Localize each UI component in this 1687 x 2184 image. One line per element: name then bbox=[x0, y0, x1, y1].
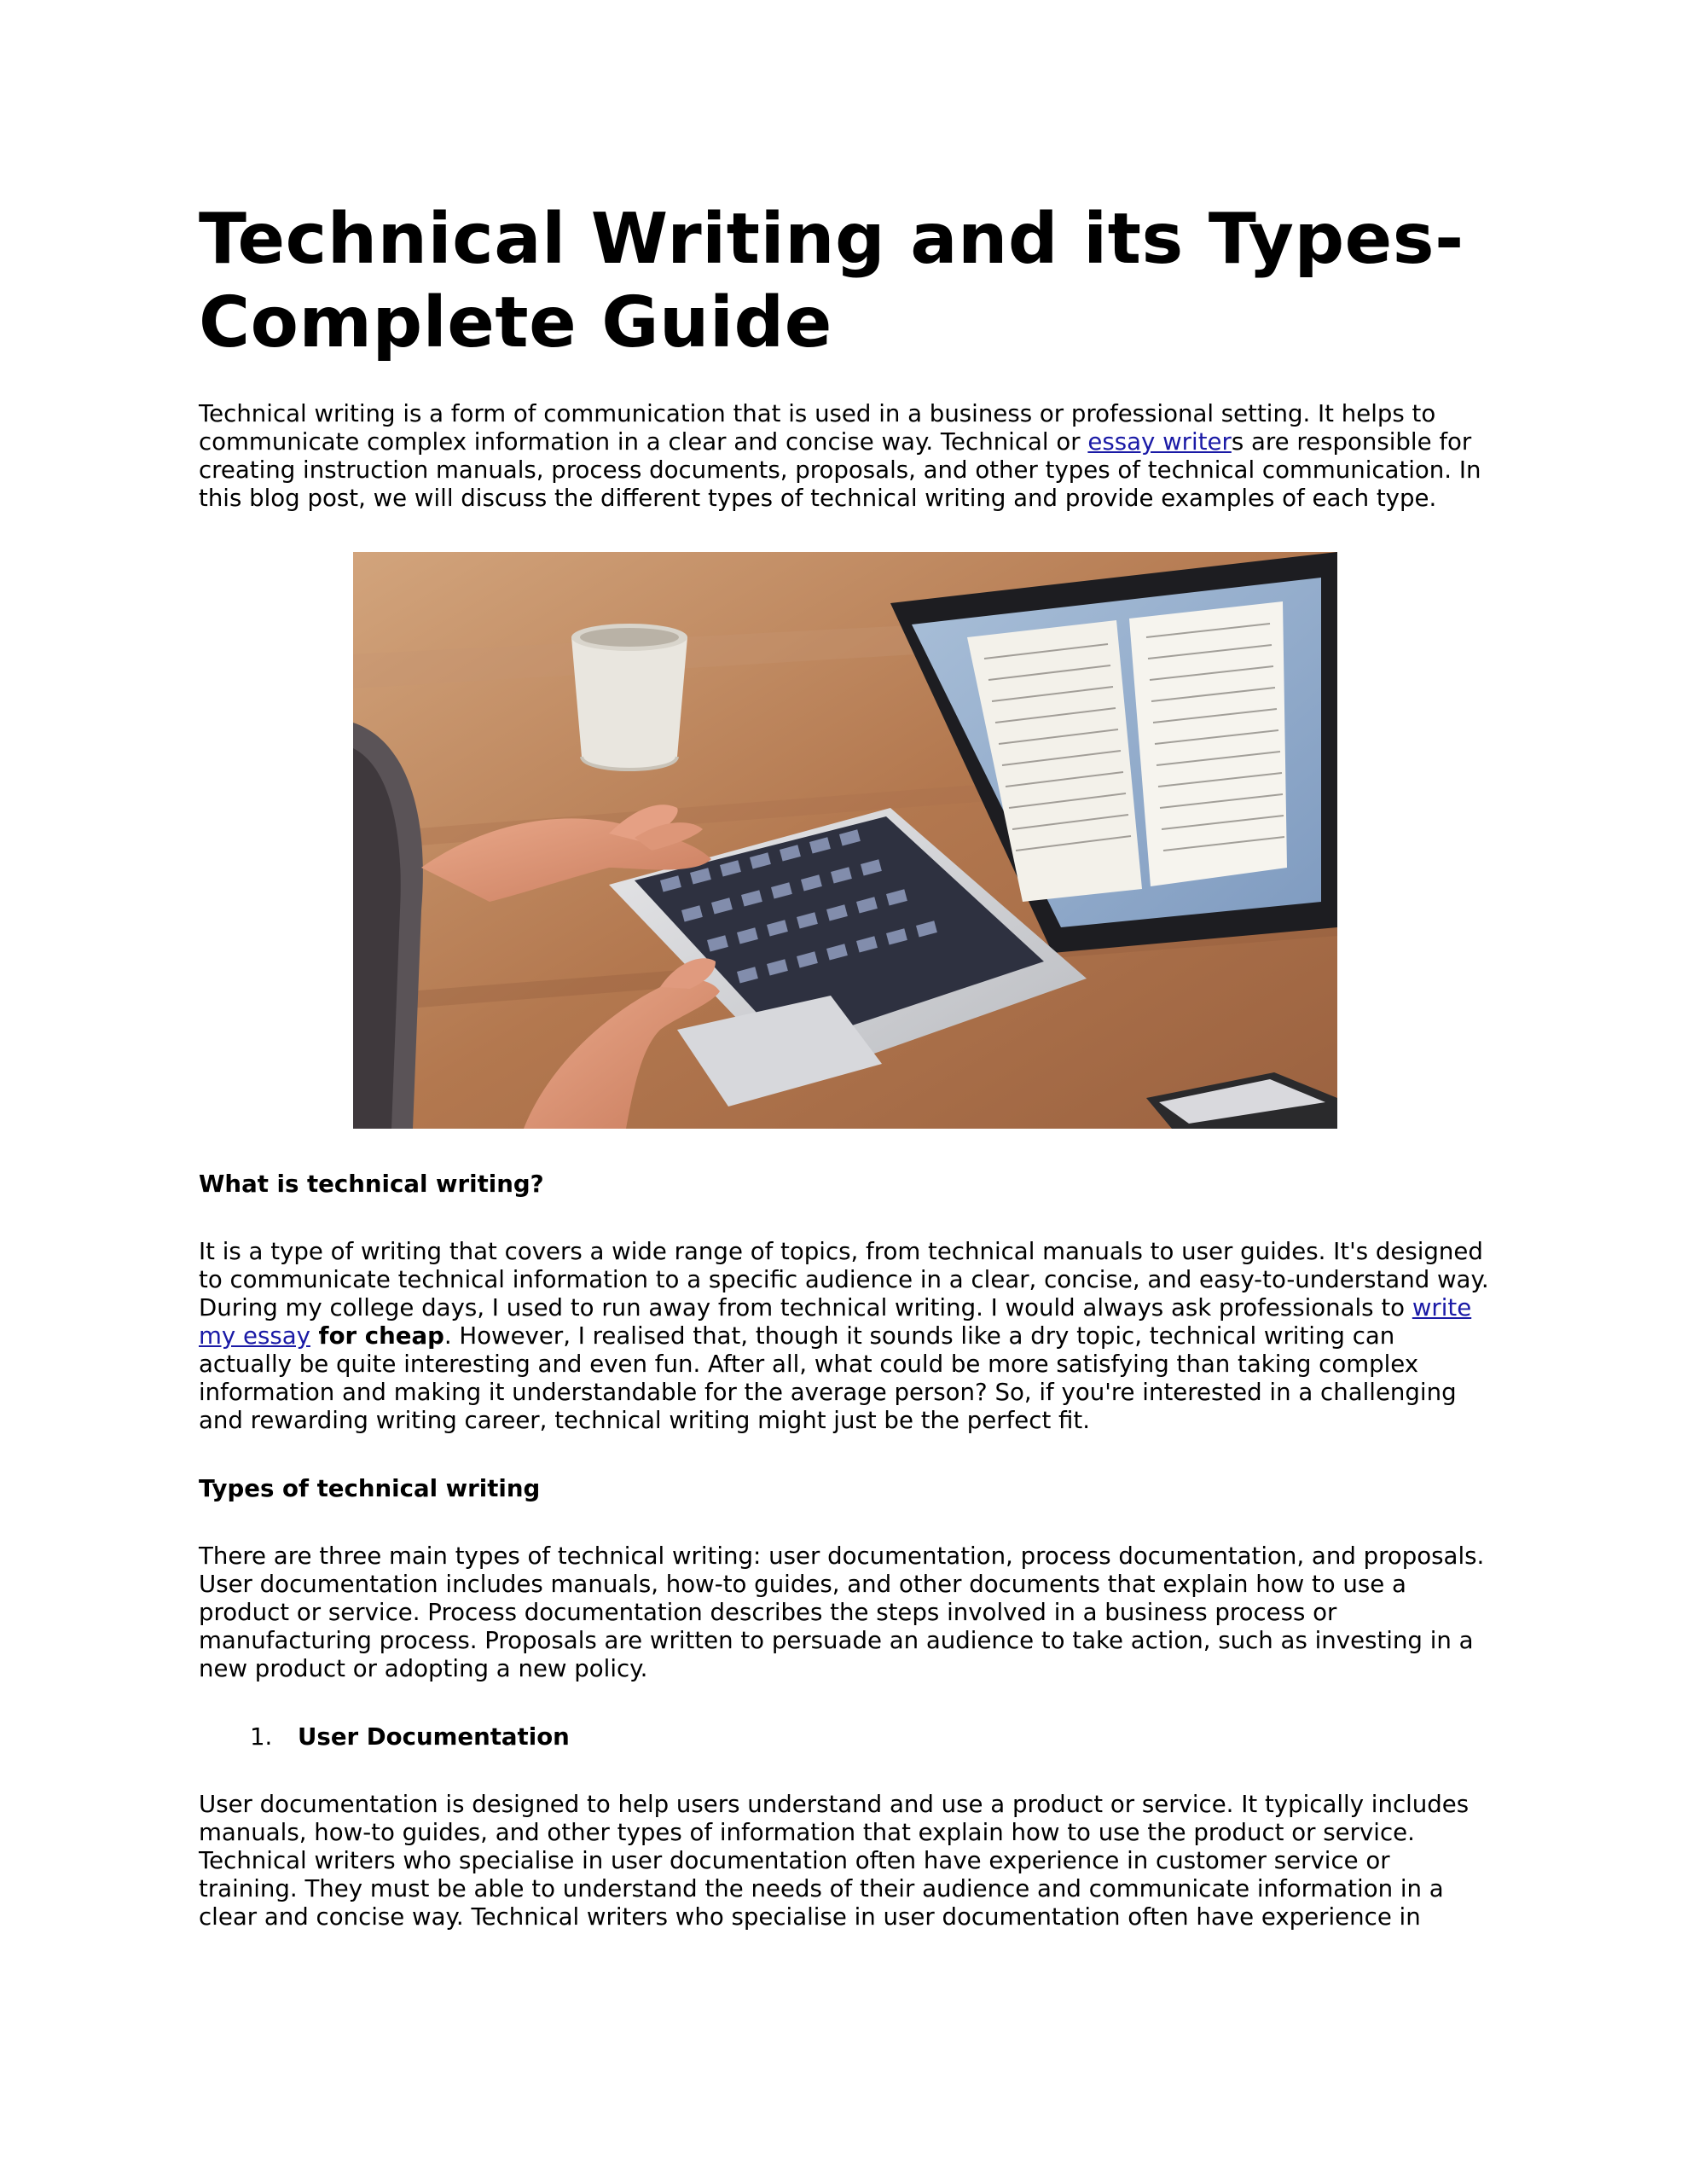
section2-paragraph: There are three main types of technical writing: user documentation, process documentation, and proposals. User documentation includes manuals, how-to guides, and other documents that explain how to use a product or service. Process documentation describes the steps involved in a business process or manufacturing process. Proposals are written to persuade an audience to take action, such as investing in a new product or adopting a new policy. bbox=[199, 1542, 1485, 1682]
write-my-essay-link[interactable]: write my essay bbox=[199, 1293, 1472, 1350]
laptop-photo bbox=[353, 552, 1337, 1129]
for-cheap-bold: for cheap bbox=[310, 1321, 444, 1350]
list-label: User Documentation bbox=[298, 1722, 570, 1751]
intro-text-start: Technical writing is a form of communication that is used in a business or professional setting. It helps to communicate complex information in a clear and concise way. Technical or bbox=[199, 399, 1436, 456]
list-number: 1. bbox=[250, 1722, 273, 1751]
section3-paragraph: User documentation is designed to help users understand and use a product or service. It typically includes manuals, how-to guides, and other types of information that explain how to use the product or service. Technical writers who specialise in user documentation often have experience in customer service or training. They must be able to understand the needs of their audience and communicate information in a clear and concise way. Technical writers who specialise in user documentation often have experience in bbox=[199, 1790, 1470, 1931]
list-item-user-documentation bbox=[250, 1722, 570, 1751]
intro-paragraph bbox=[199, 399, 1495, 512]
laptop-illustration bbox=[353, 552, 1337, 1129]
intro-text-end: s are responsible for creating instruction manuals, process documents, proposals, and other types of technical communication. In this blog post, we will discuss the different types of technical writing and provide examples of each type. bbox=[199, 427, 1481, 512]
page-title: Technical Writing and its Types-Complete Guide bbox=[199, 199, 1464, 363]
section-heading-types: Types of technical writing bbox=[199, 1474, 541, 1502]
section1-text-start: It is a type of writing that covers a wide range of topics, from technical manuals to user guides. It's designed to communicate technical information to a specific audience in a clear, concise, and easy-to-understand way. During my college days, I used to run away from technical writing. I would always ask professionals to bbox=[199, 1237, 1489, 1321]
section-heading-what-is: What is technical writing? bbox=[199, 1170, 544, 1198]
section1-paragraph bbox=[199, 1237, 1495, 1434]
section1-text-end: . However, I realised that, though it sounds like a dry topic, technical writing can actually be quite interesting and even fun. After all, what could be more satisfying than taking complex information and making it understandable for the average person? So, if you're interested in a challenging and rewarding writing career, technical writing might just be the perfect fit. bbox=[199, 1321, 1457, 1434]
essay-writer-link[interactable]: essay writer bbox=[1087, 427, 1232, 456]
